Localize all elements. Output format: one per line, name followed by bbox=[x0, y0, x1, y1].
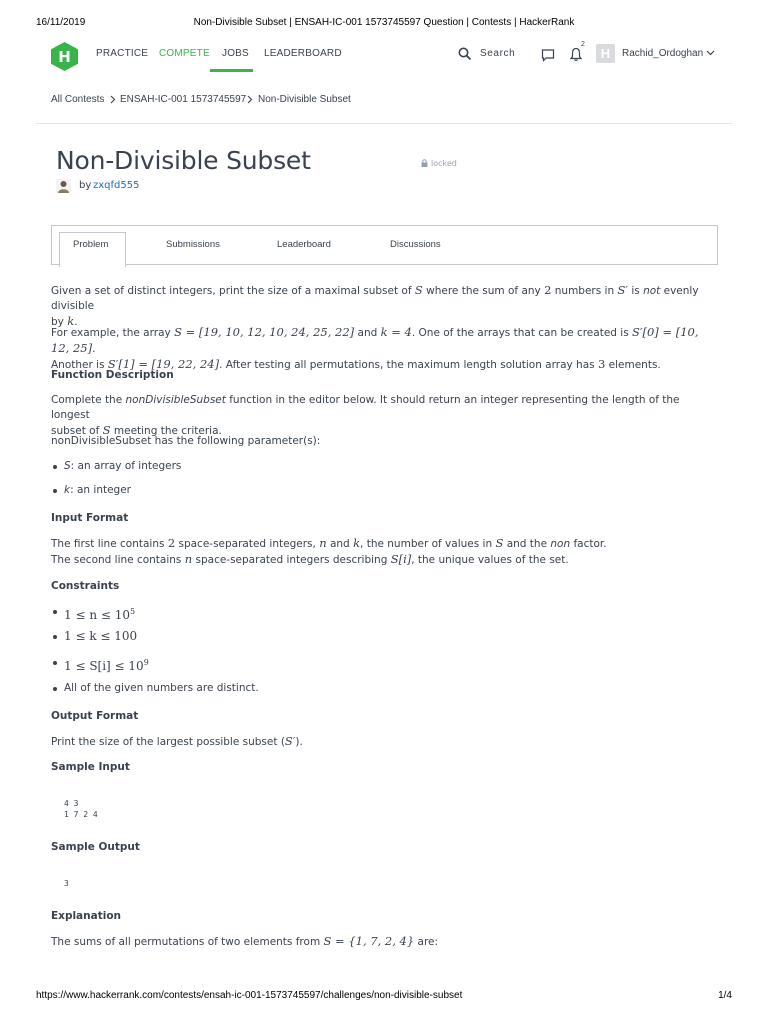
print-footer bbox=[36, 990, 732, 1004]
username[interactable]: Rachid_Ordoghan bbox=[622, 48, 704, 59]
nav-active-underline bbox=[210, 69, 253, 72]
nav-practice[interactable]: PRACTICE bbox=[96, 48, 149, 59]
chevron-right-icon bbox=[247, 95, 253, 104]
explanation: The sums of all permutations of two elements from S = {1, 7, 2, 4} are: bbox=[51, 934, 439, 948]
nav-leaderboard[interactable]: LEADERBOARD bbox=[264, 48, 342, 59]
print-date: 16/11/2019 bbox=[36, 17, 86, 28]
avatar[interactable]: H bbox=[596, 44, 615, 63]
page-title: Non-Divisible Subset bbox=[56, 146, 311, 175]
constraints-heading: Constraints bbox=[51, 580, 120, 592]
tab-discussions[interactable]: Discussions bbox=[390, 239, 441, 250]
print-page-number: 1/4 bbox=[718, 990, 732, 1001]
sample-input-heading: Sample Input bbox=[51, 761, 130, 773]
challenge-tabs bbox=[51, 225, 718, 265]
chevron-down-icon[interactable] bbox=[706, 49, 715, 57]
top-navbar bbox=[51, 38, 732, 74]
logo-letter: H bbox=[58, 48, 71, 66]
output-format: Print the size of the largest possible subset (S′). bbox=[51, 734, 303, 748]
bell-icon[interactable] bbox=[569, 47, 583, 62]
params-intro: nonDivisibleSubset has the following parameter(s): bbox=[51, 435, 321, 447]
notification-count: 2 bbox=[581, 41, 585, 48]
nav-right bbox=[51, 41, 732, 67]
chevron-right-icon bbox=[110, 95, 116, 104]
sample-input-code: 4 3 1 7 2 4 bbox=[64, 799, 98, 819]
input-format: The first line contains 2 space-separated integers, n and k, the number of values in S and the non factor. The second line contains n space-separated integers describing S[i], the unique values of the set. bbox=[51, 536, 607, 566]
nav-compete[interactable]: COMPETE bbox=[159, 48, 210, 59]
tab-submissions[interactable]: Submissions bbox=[166, 239, 220, 250]
example-paragraph: For example, the array S = [19, 10, 12, 10, 24, 25, 22] and k = 4. One of the arrays that can be created is S′[0] = [10, 12, 25]. Another is S′[1] = [19, 22, 24]. After testing all permutations, the maximum length solution array has 3 elements. bbox=[51, 325, 699, 371]
locked-badge bbox=[421, 159, 457, 168]
breadcrumb-contest[interactable]: ENSAH-IC-001 1573745597 bbox=[120, 94, 247, 105]
tab-problem[interactable]: Problem bbox=[73, 239, 109, 250]
function-description: Complete the nonDivisibleSubset function in the editor below. It should return an integer representing the length of the longest subset of S meeting the criteria. bbox=[51, 394, 680, 437]
search-icon[interactable] bbox=[458, 47, 472, 61]
sample-output-code: 3 bbox=[64, 879, 69, 888]
input-format-heading: Input Format bbox=[51, 512, 129, 524]
search-input[interactable]: Search bbox=[480, 48, 516, 59]
lock-icon bbox=[421, 159, 428, 167]
author-avatar[interactable] bbox=[56, 179, 71, 193]
function-description-heading: Function Description bbox=[51, 369, 174, 381]
intro-paragraph: Given a set of distinct integers, print the size of a maximal subset of S where the sum of any 2 numbers in S′ is not evenly divisible by k. bbox=[51, 283, 699, 328]
sample-output-heading: Sample Output bbox=[51, 841, 140, 853]
message-icon[interactable] bbox=[541, 48, 555, 62]
tab-leaderboard[interactable]: Leaderboard bbox=[277, 239, 331, 250]
locked-label: locked bbox=[431, 159, 457, 168]
print-doc-title: Non-Divisible Subset | ENSAH-IC-001 1573745597 Question | Contests | HackerRank bbox=[193, 17, 575, 28]
breadcrumb-challenge[interactable]: Non-Divisible Subset bbox=[258, 94, 351, 105]
breadcrumb-all-contests[interactable]: All Contests bbox=[51, 94, 105, 105]
header-divider bbox=[36, 123, 732, 124]
explanation-heading: Explanation bbox=[51, 910, 122, 922]
nav-jobs[interactable]: JOBS bbox=[222, 48, 249, 59]
print-url: https://www.hackerrank.com/contests/ensah-ic-001-1573745597/challenges/non-divisible-subset bbox=[36, 990, 463, 1001]
author-link[interactable]: zxqfd555 bbox=[93, 180, 140, 191]
output-format-heading: Output Format bbox=[51, 710, 139, 722]
author-by-label: by bbox=[79, 180, 92, 191]
print-header bbox=[36, 17, 732, 31]
